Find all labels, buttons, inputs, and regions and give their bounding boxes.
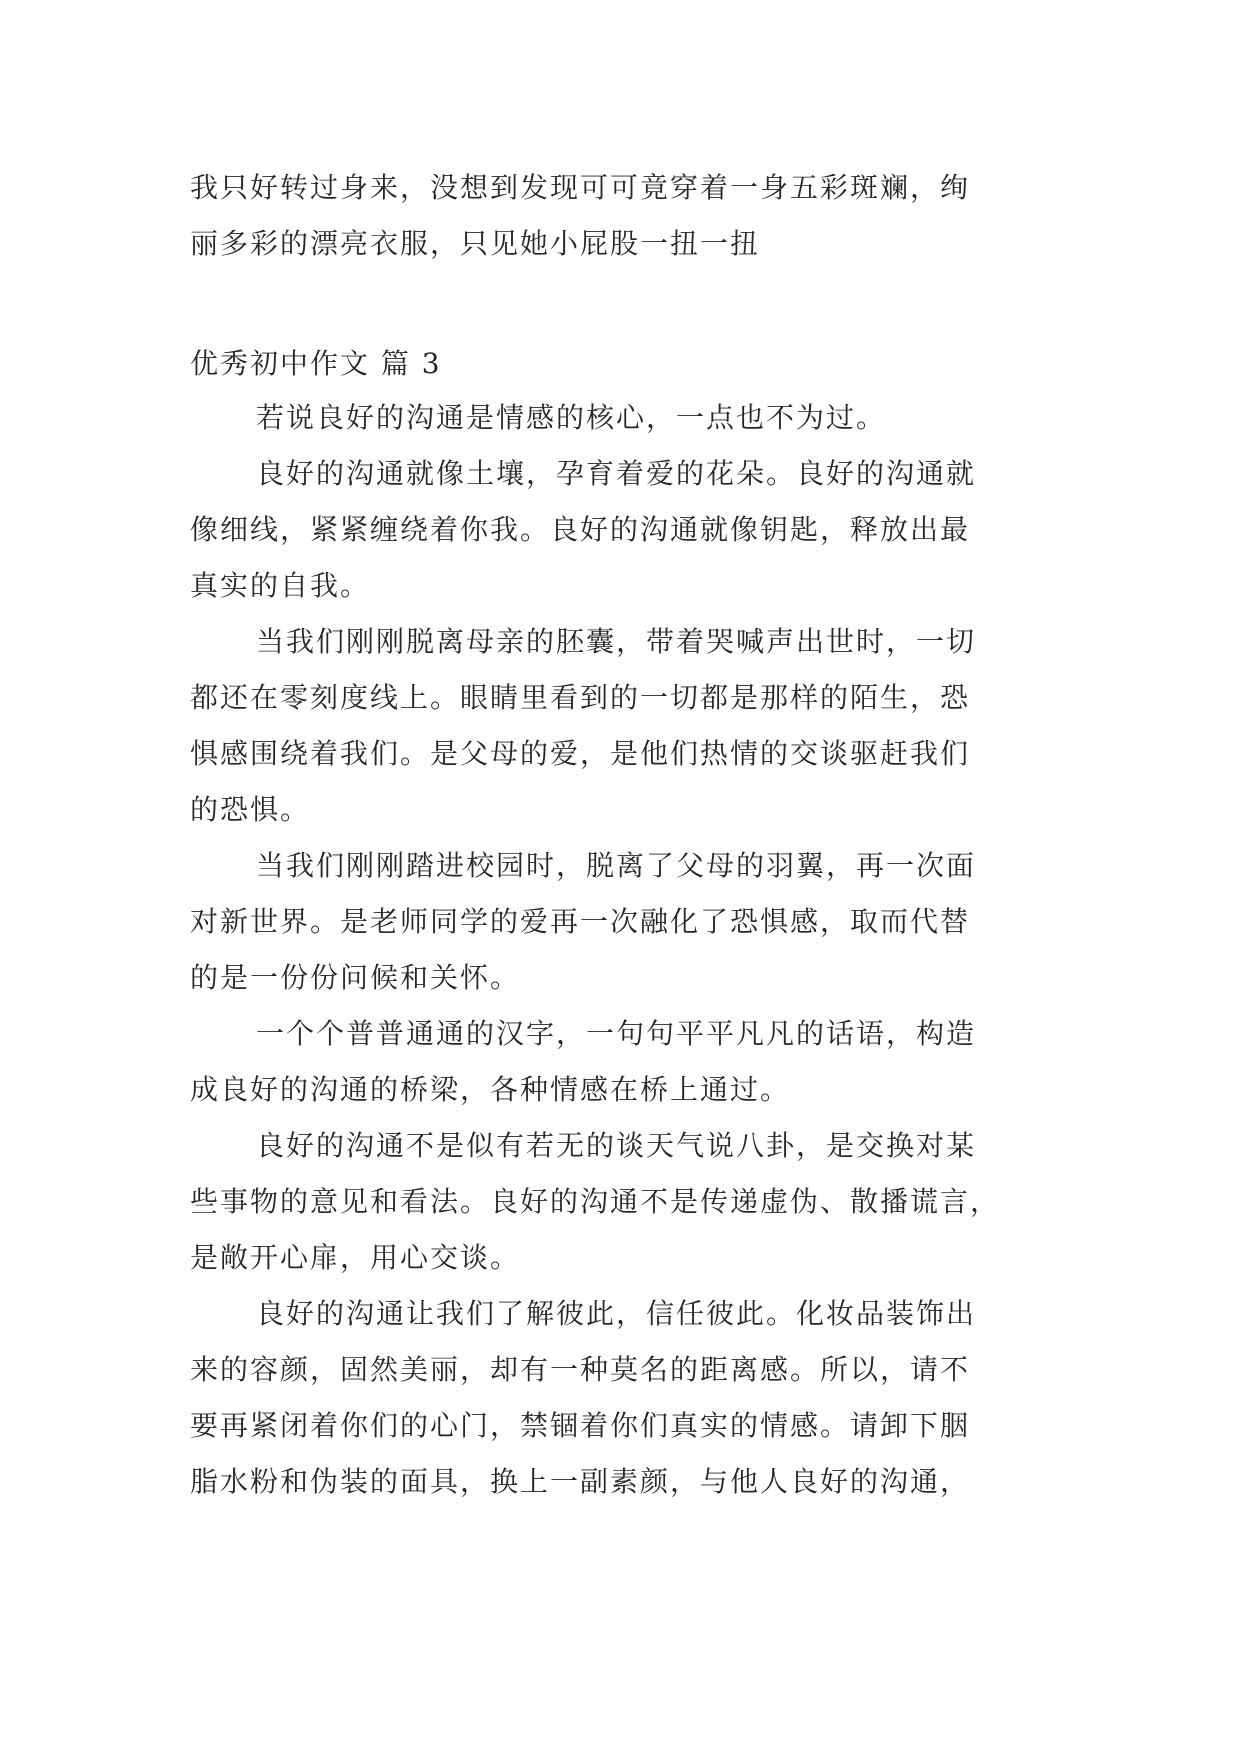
text-line: 的恐惧。	[190, 793, 311, 826]
text-line: 若说良好的沟通是情感的核心，一点也不为过。	[256, 401, 887, 434]
text-line: 丽多彩的漂亮衣服，只见她小屁股一扭一扭	[190, 227, 761, 260]
text-line: 当我们刚刚脱离母亲的胚囊，带着哭喊声出世时，一切	[256, 625, 977, 658]
text-line: 些事物的意见和看法。良好的沟通不是传递虚伪、散播谎言，	[190, 1185, 1001, 1218]
text-line: 是敞开心扉，用心交谈。	[190, 1241, 521, 1274]
text-line: 一个个普普通通的汉字，一句句平平凡凡的话语，构造	[256, 1017, 977, 1050]
section-heading: 优秀初中作文 篇 3	[190, 347, 442, 380]
text-line: 良好的沟通让我们了解彼此，信任彼此。化妆品装饰出	[256, 1297, 977, 1330]
text-line: 惧感围绕着我们。是父母的爱，是他们热情的交谈驱赶我们	[190, 737, 971, 770]
text-line: 像细线，紧紧缠绕着你我。良好的沟通就像钥匙，释放出最	[190, 513, 971, 546]
text-line: 对新世界。是老师同学的爱再一次融化了恐惧感，取而代替	[190, 905, 971, 938]
text-line: 当我们刚刚踏进校园时，脱离了父母的羽翼，再一次面	[256, 849, 977, 882]
text-line: 来的容颜，固然美丽，却有一种莫名的距离感。所以，请不	[190, 1353, 971, 1386]
text-line: 的是一份份问候和关怀。	[190, 961, 521, 994]
text-line: 都还在零刻度线上。眼睛里看到的一切都是那样的陌生，恐	[190, 681, 971, 714]
text-line: 良好的沟通不是似有若无的谈天气说八卦，是交换对某	[256, 1129, 977, 1162]
text-line: 真实的自我。	[190, 569, 371, 602]
text-line: 脂水粉和伪装的面具，换上一副素颜，与他人良好的沟通，	[190, 1465, 971, 1498]
text-line: 我只好转过身来，没想到发现可可竟穿着一身五彩斑斓，绚	[190, 171, 971, 204]
text-line: 良好的沟通就像土壤，孕育着爱的花朵。良好的沟通就	[256, 457, 977, 490]
text-line: 成良好的沟通的桥梁，各种情感在桥上通过。	[190, 1073, 791, 1106]
text-line: 要再紧闭着你们的心门，禁锢着你们真实的情感。请卸下胭	[190, 1409, 971, 1442]
